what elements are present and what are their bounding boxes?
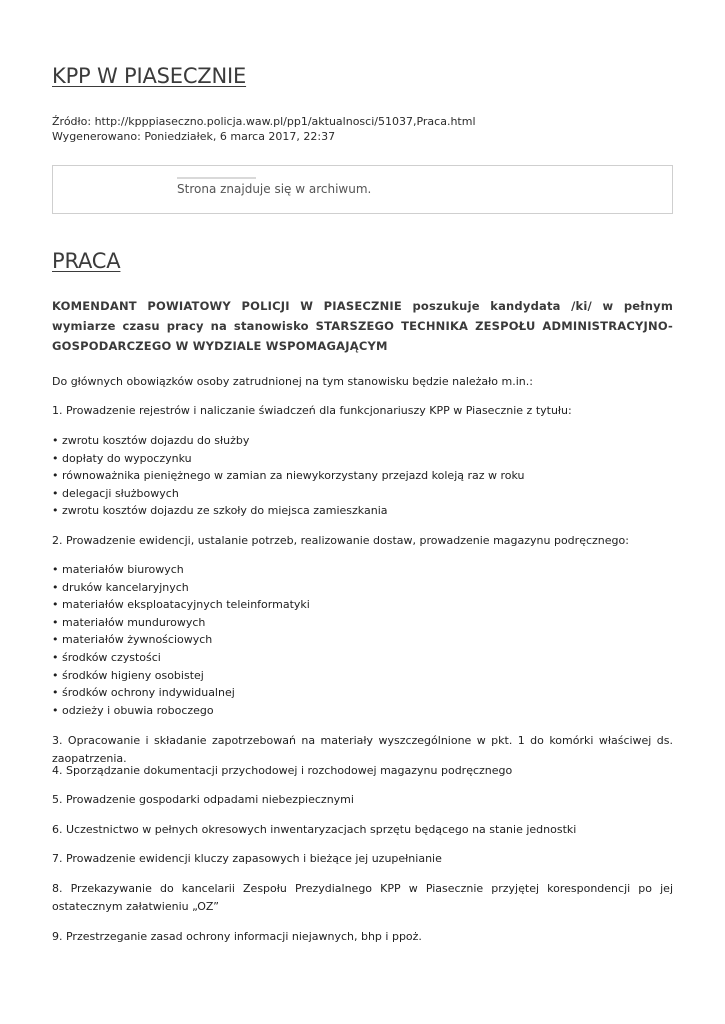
duty-1: 1. Prowadzenie rejestrów i naliczanie świadczeń dla funkcjonariuszy KPP w Piasecznie z tytułu: [52,404,572,417]
list-item: • zwrotu kosztów dojazdu ze szkoły do miejsca zamieszkania [52,502,525,520]
list-item: • druków kancelaryjnych [52,579,310,597]
list-item: • odzieży i obuwia roboczego [52,702,310,720]
duty-8: 8. Przekazywanie do kancelarii Zespołu Prezydialnego KPP w Piasecznie przyjętej korespondencji po jej ostatecznym załatwieniu „OZ” [52,882,673,913]
duty-2: 2. Prowadzenie ewidencji, ustalanie potrzeb, realizowanie dostaw, prowadzenie magazynu podręcznego: [52,534,629,547]
list-item: • środków ochrony indywidualnej [52,684,310,702]
duty-4: 4. Sporządzanie dokumentacji przychodowej i rozchodowej magazynu podręcznego [52,764,513,777]
list-item: • zwrotu kosztów dojazdu do służby [52,432,525,450]
duty-1-list [52,432,525,520]
list-item: • materiałów eksploatacyjnych teleinformatyki [52,596,310,614]
duty-3: 3. Opracowanie i składanie zapotrzebowań na materiały wyszczególnione w pkt. 1 do komórki właściwej ds. zaopatrzenia. [52,734,673,765]
list-item: • równoważnika pieniężnego w zamian za niewykorzystany przejazd koleją raz w roku [52,467,525,485]
source-line: Źródło: http://kpppiaseczno.policja.waw.pl/pp1/aktualnosci/51037,Praca.html [52,115,476,128]
duty-6: 6. Uczestnictwo w pełnych okresowych inwentaryzacjach sprzętu będącego na stanie jednostki [52,823,577,836]
duty-5: 5. Prowadzenie gospodarki odpadami niebezpiecznymi [52,793,354,806]
document-meta [52,114,476,144]
list-item: • środków higieny osobistej [52,667,310,685]
list-item: • materiałów biurowych [52,561,310,579]
archive-notice-box [52,165,673,214]
list-item: • materiałów mundurowych [52,614,310,632]
generated-line: Wygenerowano: Poniedziałek, 6 marca 2017, 22:37 [52,130,336,143]
job-lead: KOMENDANT POWIATOWY POLICJI W PIASECZNIE poszukuje kandydata /ki/ w pełnym wymiarze czasu pracy na stanowisko STARSZEGO TECHNIKA ZESPOŁU ADMINISTRACYJNO-GOSPODARCZEGO W WYDZIALE WSPOMAGAJĄCYM [52,299,673,353]
intro-paragraph: Do głównych obowiązków osoby zatrudnionej na tym stanowisku będzie należało m.in.: [52,375,533,388]
list-item: • dopłaty do wypoczynku [52,450,525,468]
site-title: KPP W PIASECZNIE [52,64,247,88]
duty-9: 9. Przestrzeganie zasad ochrony informacji niejawnych, bhp i ppoż. [52,930,422,943]
list-item: • środków czystości [52,649,310,667]
archive-notice: Strona znajduje się w archiwum. [177,182,372,196]
list-item: • materiałów żywnościowych [52,631,310,649]
duty-2-list [52,561,310,719]
archive-divider [177,177,256,179]
list-item: • delegacji służbowych [52,485,525,503]
page-title: PRACA [52,249,121,273]
duty-7: 7. Prowadzenie ewidencji kluczy zapasowych i bieżące jej uzupełnianie [52,852,442,865]
